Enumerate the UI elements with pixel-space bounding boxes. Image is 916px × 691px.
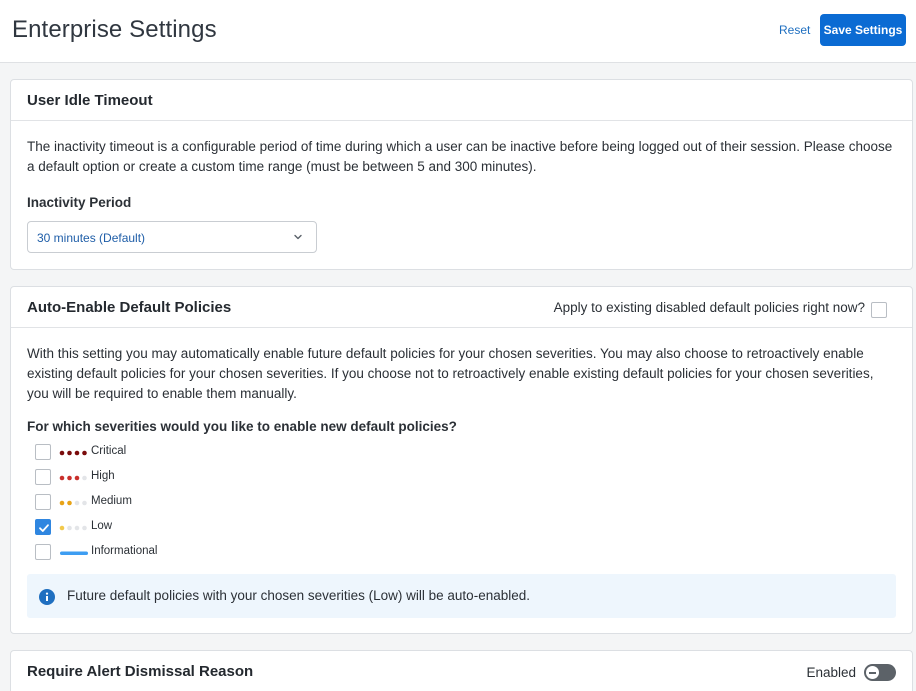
auto-enable-card	[10, 286, 913, 634]
dismissal-reason-toggle[interactable]	[864, 664, 896, 681]
idle-timeout-card	[10, 79, 913, 270]
severity-checkbox[interactable]	[35, 444, 51, 460]
severity-medium-icon	[59, 497, 89, 509]
auto-enable-title: Auto-Enable Default Policies	[27, 299, 232, 316]
severity-checkbox[interactable]	[35, 519, 51, 535]
inactivity-period-value: 30 minutes (Default)	[37, 231, 146, 245]
save-settings-button[interactable]: Save Settings	[820, 14, 906, 46]
auto-enable-description: With this setting you may automatically enable future default policies for your chosen severities. You may also choose to retroactively enable existing default policies for your chosen severities. If you choose not to retroactively enable existing default policies for your chosen severities, you will be required to enable them manually.	[27, 346, 874, 401]
apply-existing-checkbox[interactable]	[871, 302, 887, 318]
severity-informational-icon	[59, 547, 89, 559]
severity-low-icon	[59, 522, 89, 534]
auto-enable-header	[11, 287, 912, 328]
severity-checkbox[interactable]	[35, 494, 51, 510]
severity-checkbox[interactable]	[35, 469, 51, 485]
severity-critical-icon	[59, 447, 89, 459]
reset-link[interactable]: Reset	[779, 23, 811, 37]
inactivity-period-label: Inactivity Period	[27, 195, 132, 210]
idle-timeout-header	[11, 80, 912, 121]
severity-label: Informational	[91, 545, 158, 557]
dismissal-reason-header	[11, 651, 912, 691]
severity-label: Medium	[91, 495, 132, 507]
info-banner	[27, 574, 896, 618]
apply-existing-label: Apply to existing disabled default policies right now?	[553, 300, 865, 315]
page-title: Enterprise Settings	[12, 16, 217, 43]
info-icon	[39, 589, 55, 605]
chevron-down-icon	[292, 231, 304, 243]
severity-label: Critical	[91, 445, 127, 457]
top-bar	[0, 0, 916, 63]
severity-label: Low	[91, 520, 113, 532]
dismissal-reason-card	[10, 650, 913, 691]
enabled-label: Enabled	[806, 665, 856, 680]
severities-question: For which severities would you like to enable new default policies?	[27, 419, 457, 434]
severity-high-icon	[59, 472, 89, 484]
severity-checkbox[interactable]	[35, 544, 51, 560]
toggle-knob	[866, 666, 879, 679]
idle-timeout-title: User Idle Timeout	[27, 92, 153, 109]
severity-label: High	[91, 470, 115, 482]
dismissal-reason-title: Require Alert Dismissal Reason	[27, 663, 254, 680]
check-icon	[38, 522, 50, 534]
inactivity-period-select[interactable]	[27, 221, 317, 253]
idle-timeout-description: The inactivity timeout is a configurable period of time during which a user can be inactive before being logged out of their session. Please choose a default option or create a custom time range (must be between 5 and 300 minutes).	[27, 139, 893, 174]
info-text: Future default policies with your chosen severities (Low) will be auto-enabled.	[67, 588, 530, 603]
